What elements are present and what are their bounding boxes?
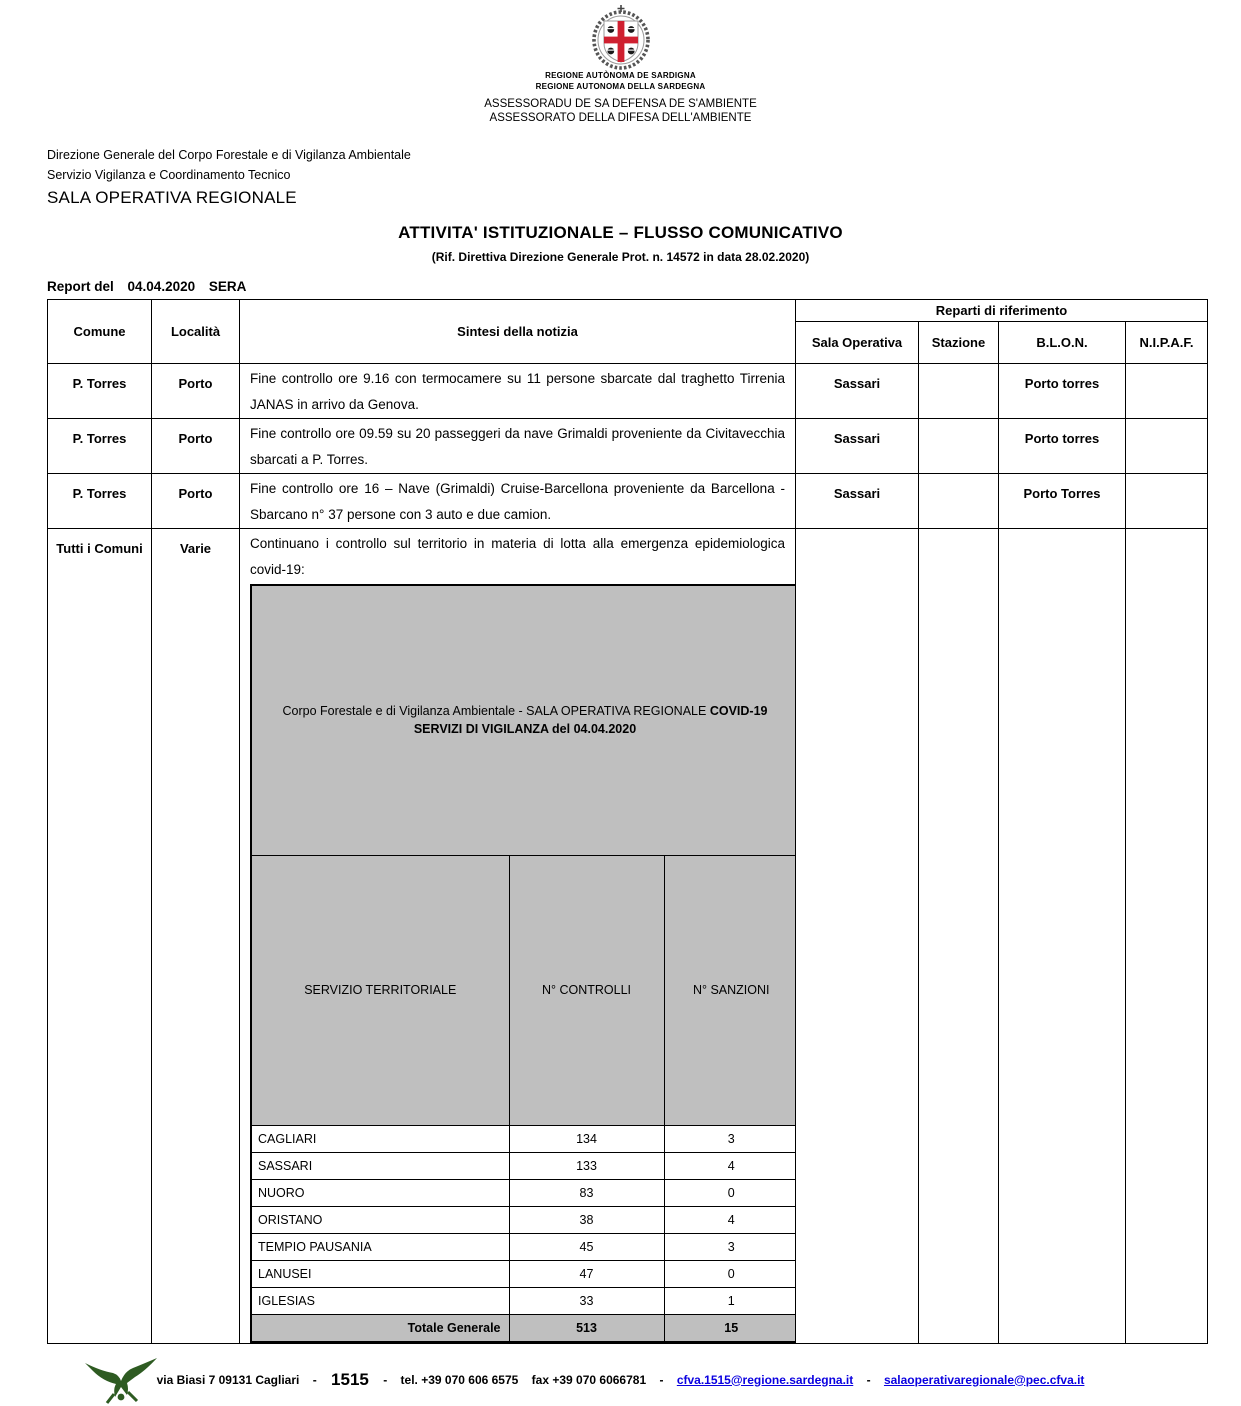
assessorato-sardinian: ASSESSORADU DE SA DEFENSA DE S'AMBIENTE <box>484 98 757 110</box>
report-date: 04.04.2020 <box>127 279 196 294</box>
cell-sintesi: Fine controllo ore 16 – Nave (Grimaldi) Cruise-Barcellona proveniente da Barcellona - Sbarcano n° 37 persone con 3 auto e due camion. <box>240 474 796 529</box>
covid-cell-name: TEMPIO PAUSANIA <box>251 1233 509 1260</box>
cell-sintesi: Fine controllo ore 09.59 su 20 passeggeri da nave Grimaldi proveniente da Civitavecchia sbarcati a P. Torres. <box>240 419 796 474</box>
cell-sintesi: Fine controllo ore 9.16 con termocamere su 11 persone sbarcate dal traghetto Tirrenia JANAS in arrivo da Genova. <box>240 364 796 419</box>
col-header-reparti: Reparti di riferimento <box>796 300 1208 322</box>
covid-row <box>251 1287 796 1314</box>
main-report-table <box>47 299 1208 1344</box>
cell-nipaf <box>1126 474 1208 529</box>
footer-dash: - <box>312 1372 317 1387</box>
table-row <box>48 364 1208 419</box>
cell-sala-operativa: Sassari <box>796 364 919 419</box>
covid-cell-name: IGLESIAS <box>251 1287 509 1314</box>
cell-nipaf <box>1126 364 1208 419</box>
col-header-localita: Località <box>152 300 240 364</box>
footer-dash: - <box>659 1372 664 1387</box>
covid-title-bold: COVID-19 <box>709 704 768 719</box>
covid-cell-controlli: 45 <box>509 1233 664 1260</box>
footer-dash: - <box>383 1372 388 1387</box>
covid-cell-name: SASSARI <box>251 1152 509 1179</box>
covid-table-title <box>251 585 796 855</box>
col-header-blon: B.L.O.N. <box>999 322 1126 364</box>
footer-email-link-cfva[interactable]: cfva.1515@regione.sardegna.it <box>676 1372 854 1387</box>
servizio-line: Servizio Vigilanza e Coordinamento Tecnico <box>47 168 291 182</box>
covid-row <box>251 1179 796 1206</box>
footer <box>0 1370 1241 1390</box>
covid-intro-text: Continuano i controllo sul territorio in materia di lotta alla emergenza epidemiologica covid-19: <box>250 536 785 577</box>
document-subtitle: (Rif. Direttiva Direzione Generale Prot. n. 14572 in data 28.02.2020) <box>431 250 810 264</box>
region-name-sardinian: REGIONE AUTÒNOMA DE SARDIGNA <box>545 71 696 80</box>
direzione-generale-line: Direzione Generale del Corpo Forestale e di Vigilanza Ambientale <box>47 148 411 162</box>
covid-col-controlli: N° CONTROLLI <box>509 855 664 1125</box>
footer-dash: - <box>866 1372 871 1387</box>
covid-col-servizio: SERVIZIO TERRITORIALE <box>251 855 509 1125</box>
coat-of-arms-wrap <box>0 4 1241 70</box>
covid-cell-controlli: 47 <box>509 1260 664 1287</box>
cell-sintesi <box>240 529 796 1344</box>
cell-nipaf <box>1126 419 1208 474</box>
col-header-stazione: Stazione <box>919 322 999 364</box>
covid-cell-sanzioni: 3 <box>664 1233 796 1260</box>
assessorato-italian: ASSESSORATO DELLA DIFESA DELL'AMBIENTE <box>489 112 752 124</box>
cell-stazione <box>919 529 999 1344</box>
covid-row <box>251 1125 796 1152</box>
covid-total-row <box>251 1314 796 1342</box>
covid-cell-sanzioni: 1 <box>664 1287 796 1314</box>
covid-row <box>251 1233 796 1260</box>
covid-total-label: Totale Generale <box>251 1314 509 1342</box>
office-block <box>47 145 1241 210</box>
covid-vigilance-table <box>250 584 796 1343</box>
covid-cell-sanzioni: 3 <box>664 1125 796 1152</box>
col-header-comune: Comune <box>48 300 152 364</box>
cell-blon <box>999 529 1126 1344</box>
cell-blon: Porto Torres <box>999 474 1126 529</box>
col-header-sala-operativa: Sala Operativa <box>796 322 919 364</box>
covid-cell-sanzioni: 0 <box>664 1179 796 1206</box>
table-row <box>48 529 1208 1344</box>
cell-blon: Porto torres <box>999 364 1126 419</box>
col-header-nipaf: N.I.P.A.F. <box>1126 322 1208 364</box>
cell-localita: Porto <box>152 474 240 529</box>
footer-address: via Biasi 7 09131 Cagliari <box>156 1372 300 1387</box>
table-row <box>48 474 1208 529</box>
covid-col-sanzioni: N° SANZIONI <box>664 855 796 1125</box>
covid-row <box>251 1152 796 1179</box>
covid-title-normal: Corpo Forestale e di Vigilanza Ambientale - SALA OPERATIVA REGIONALE <box>282 704 710 719</box>
report-time: SERA <box>208 279 247 294</box>
covid-cell-controlli: 33 <box>509 1287 664 1314</box>
covid-cell-controlli: 133 <box>509 1152 664 1179</box>
cell-comune: P. Torres <box>48 474 152 529</box>
covid-cell-name: NUORO <box>251 1179 509 1206</box>
report-label: Report del <box>47 279 114 294</box>
cell-blon: Porto torres <box>999 419 1126 474</box>
cell-comune: Tutti i Comuni <box>48 529 152 1344</box>
cell-sala-operativa <box>796 529 919 1344</box>
cell-comune: P. Torres <box>48 419 152 474</box>
sardinia-coat-of-arms-icon <box>589 4 653 70</box>
covid-total-controlli: 513 <box>509 1314 664 1342</box>
col-header-sintesi: Sintesi della notizia <box>240 300 796 364</box>
document-title: ATTIVITA' ISTITUZIONALE – FLUSSO COMUNICATIVO <box>398 223 843 242</box>
covid-cell-controlli: 38 <box>509 1206 664 1233</box>
covid-row <box>251 1260 796 1287</box>
covid-total-sanzioni: 15 <box>664 1314 796 1342</box>
cell-localita: Porto <box>152 419 240 474</box>
cell-localita: Varie <box>152 529 240 1344</box>
region-name-italian: REGIONE AUTONOMA DELLA SARDEGNA <box>535 82 706 91</box>
cell-sala-operativa: Sassari <box>796 474 919 529</box>
footer-fax: fax +39 070 6066781 <box>531 1372 647 1387</box>
covid-cell-sanzioni: 4 <box>664 1152 796 1179</box>
letterhead <box>0 0 1241 125</box>
cell-comune: P. Torres <box>48 364 152 419</box>
covid-cell-name: CAGLIARI <box>251 1125 509 1152</box>
cell-stazione <box>919 474 999 529</box>
covid-cell-controlli: 134 <box>509 1125 664 1152</box>
cell-stazione <box>919 364 999 419</box>
cell-nipaf <box>1126 529 1208 1344</box>
covid-cell-name: LANUSEI <box>251 1260 509 1287</box>
covid-title-line2: SERVIZI DI VIGILANZA del 04.04.2020 <box>413 722 637 737</box>
covid-row <box>251 1206 796 1233</box>
sala-operativa-line: SALA OPERATIVA REGIONALE <box>47 188 297 207</box>
footer-email-link-pec[interactable]: salaoperativaregionale@pec.cfva.it <box>883 1372 1085 1387</box>
footer-telephone: tel. +39 070 606 6575 <box>400 1372 519 1387</box>
table-row <box>48 419 1208 474</box>
forestry-eagle-icon <box>83 1356 159 1406</box>
covid-cell-sanzioni: 0 <box>664 1260 796 1287</box>
cell-sala-operativa: Sassari <box>796 419 919 474</box>
cell-stazione <box>919 419 999 474</box>
covid-cell-sanzioni: 4 <box>664 1206 796 1233</box>
cell-localita: Porto <box>152 364 240 419</box>
report-date-line <box>47 279 1241 294</box>
covid-cell-controlli: 83 <box>509 1179 664 1206</box>
covid-cell-name: ORISTANO <box>251 1206 509 1233</box>
footer-emergency-number: 1515 <box>331 1369 369 1389</box>
